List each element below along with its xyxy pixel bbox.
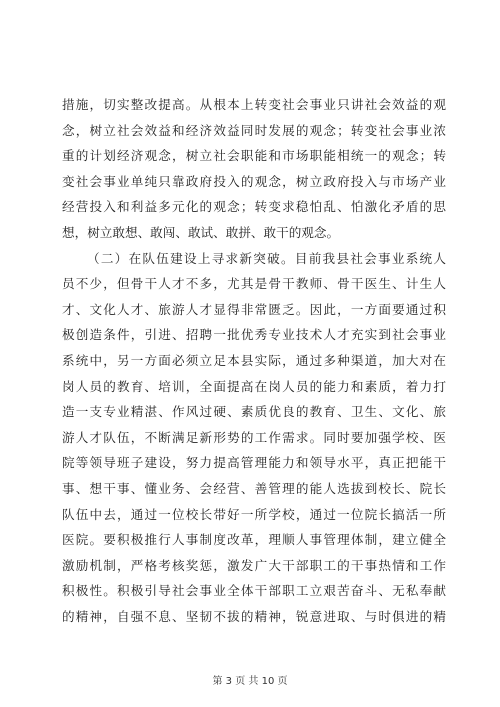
text-line: 员不少，但骨干人才不多，尤其是骨干教师、骨干医生、计生人 [62, 276, 446, 292]
text-line: 念，树立社会效益和经济效益同时发展的观念；转变社会事业浓 [62, 122, 446, 138]
text-line: 院等领导班子建设，努力提高管理能力和领导水平，真正把能干 [62, 455, 446, 471]
text-line: 队伍中去，通过一位校长带好一所学校，通过一位院长搞活一所 [62, 506, 446, 522]
text-line: 变社会事业单纯只靠政府投入的观念，树立政府投入与市场产业 [62, 173, 446, 189]
text-line: 激励机制，严格考核奖惩，激发广大干部职工的干事热情和工作 [62, 557, 446, 573]
text-line: 医院。要积极推行人事制度改革，理顺人事管理体制，建立健全 [62, 532, 446, 548]
text-line: 极创造条件，引进、招聘一批优秀专业技术人才充实到社会事业 [62, 327, 446, 343]
page-footer: 第 3 页 共 10 页 [212, 676, 288, 687]
text-line: 才、文化人才、旅游人才显得非常匮乏。因此，一方面要通过积 [62, 301, 446, 317]
paragraph-start-line: （二）在队伍建设上寻求新突破。目前我县社会事业系统人 [87, 250, 446, 266]
text-line: 积极性。积极引导社会事业全体干部职工立艰苦奋斗、无私奉献 [62, 583, 446, 599]
text-line: 重的计划经济观念，树立社会职能和市场职能相统一的观念；转 [62, 148, 446, 164]
text-line: 造一支专业精湛、作风过硬、素质优良的教育、卫生、文化、旅 [62, 404, 446, 420]
paragraph-end-line: 想，树立敢想、敢闯、敢试、敢拼、敢干的观念。 [62, 224, 340, 240]
text-line: 游人才队伍，不断满足新形势的工作需求。同时要加强学校、医 [62, 429, 446, 445]
text-line: 的精神，自强不息、坚韧不拔的精神，锐意进取、与时俱进的精 [62, 608, 446, 624]
text-line: 措施，切实整改提高。从根本上转变社会事业只讲社会效益的观 [62, 97, 446, 112]
text-line: 系统中，另一方面必须立足本县实际，通过多种渠道，加大对在 [62, 352, 446, 368]
text-line: 事、想干事、懂业务、会经营、善管理的能人选拔到校长、院长 [62, 480, 446, 496]
body-text [62, 92, 446, 629]
text-line: 岗人员的教育、培训，全面提高在岗人员的能力和素质，着力打 [62, 378, 446, 394]
text-line: 经营投入和利益多元化的观念；转变求稳怕乱、怕激化矛盾的思 [62, 199, 446, 215]
